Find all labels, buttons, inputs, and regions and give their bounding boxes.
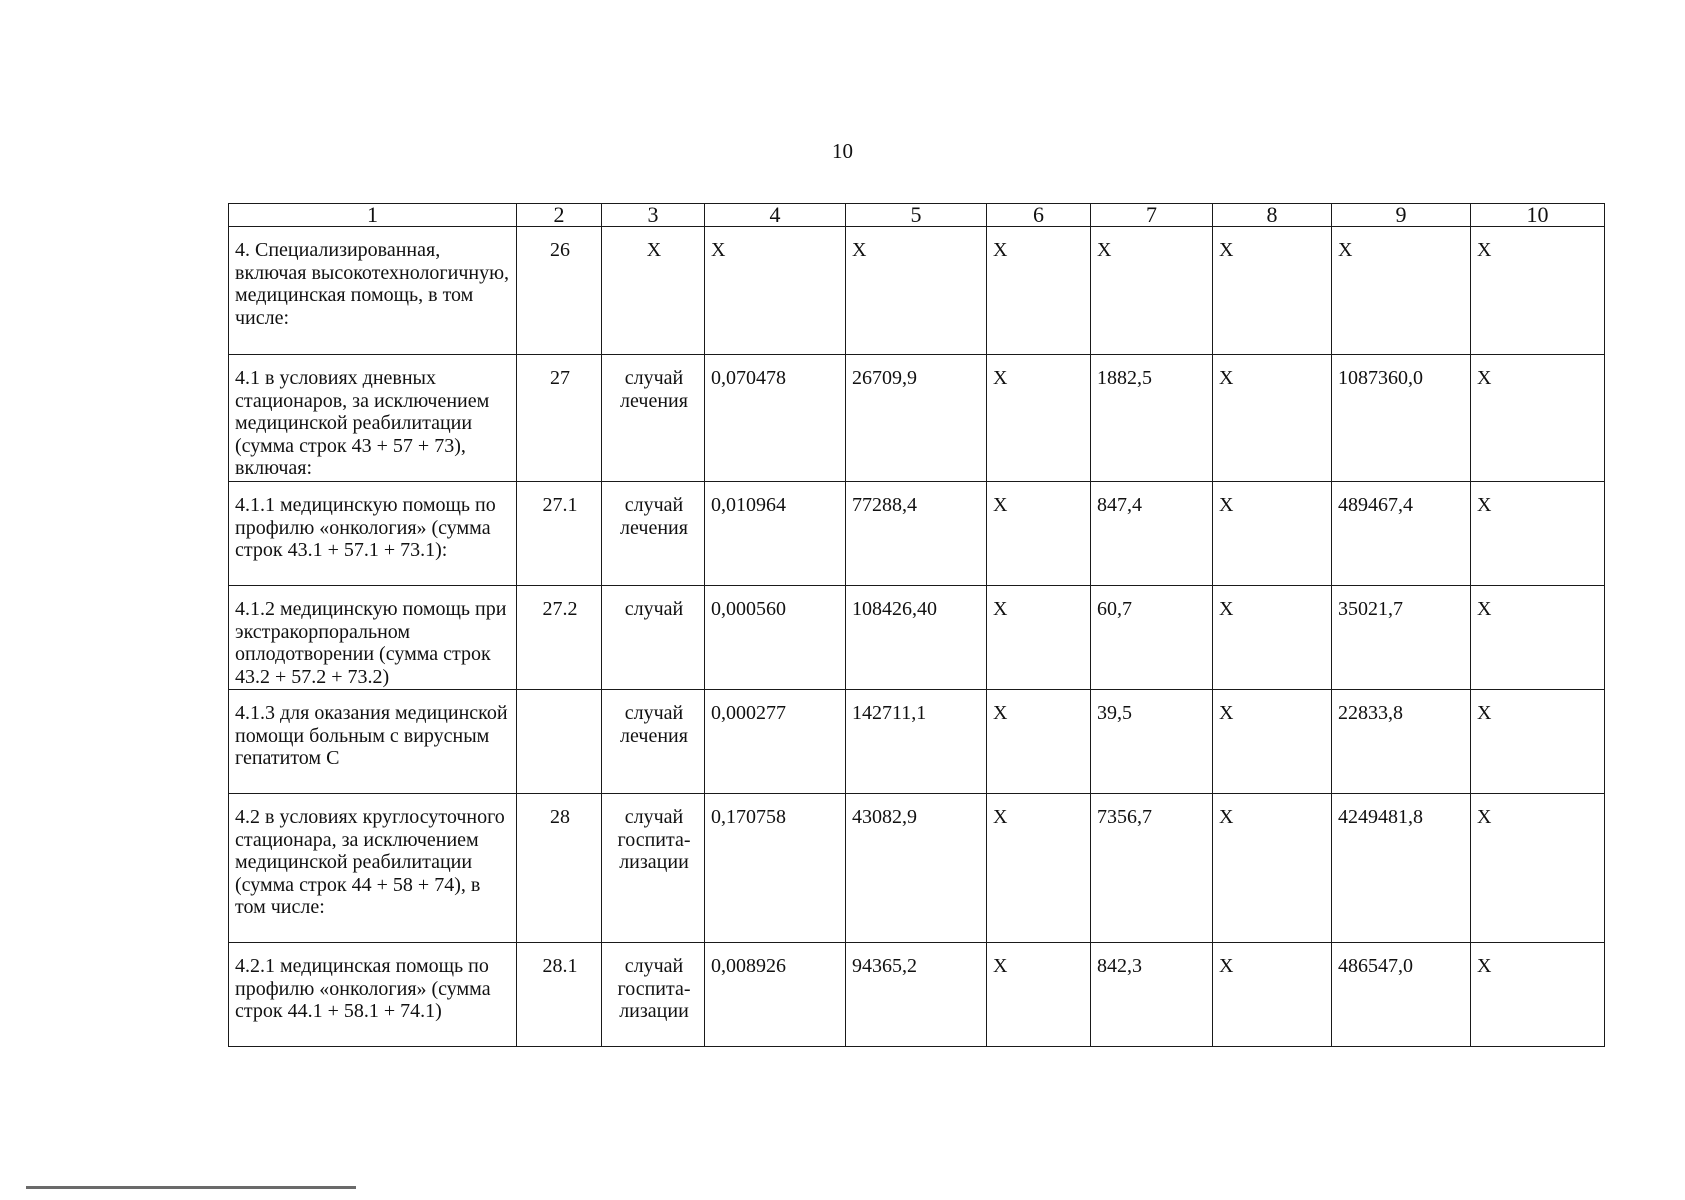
cell-col6: Х xyxy=(987,943,1091,1047)
column-number-5: 5 xyxy=(846,204,987,227)
cell-col9: 35021,7 xyxy=(1332,586,1471,690)
column-number-2: 2 xyxy=(517,204,602,227)
cell-col5: Х xyxy=(846,227,987,355)
row-unit: случай лечения xyxy=(602,690,705,794)
page-number: 10 xyxy=(832,139,853,163)
column-number-10: 10 xyxy=(1471,204,1605,227)
cell-col6: Х xyxy=(987,227,1091,355)
row-name: 4.2.1 медицинская помощь по профилю «онкология» (сумма строк 44.1 + 58.1 + 74.1) xyxy=(229,943,517,1047)
column-number-7: 7 xyxy=(1091,204,1213,227)
cell-col5: 94365,2 xyxy=(846,943,987,1047)
row-name: 4. Специализированная, включая высокотехнологичную, медицинская помощь, в том числе: xyxy=(229,227,517,355)
cell-col7: 847,4 xyxy=(1091,482,1213,586)
column-number-3: 3 xyxy=(602,204,705,227)
cell-col10: Х xyxy=(1471,690,1605,794)
footer-rule xyxy=(26,1186,356,1189)
table-row xyxy=(229,355,1605,482)
cell-col10: Х xyxy=(1471,794,1605,943)
cell-col8: Х xyxy=(1213,482,1332,586)
table-row xyxy=(229,586,1605,690)
row-unit: случай лечения xyxy=(602,482,705,586)
cell-col7: 39,5 xyxy=(1091,690,1213,794)
cell-col10: Х xyxy=(1471,586,1605,690)
table-row xyxy=(229,690,1605,794)
cell-col5: 142711,1 xyxy=(846,690,987,794)
cell-col6: Х xyxy=(987,586,1091,690)
column-number-1: 1 xyxy=(229,204,517,227)
cell-col8: Х xyxy=(1213,943,1332,1047)
cell-col6: Х xyxy=(987,355,1091,482)
table-row xyxy=(229,794,1605,943)
row-unit: случай xyxy=(602,586,705,690)
cell-col5: 77288,4 xyxy=(846,482,987,586)
row-code: 28 xyxy=(517,794,602,943)
row-code: 27.1 xyxy=(517,482,602,586)
cell-col6: Х xyxy=(987,482,1091,586)
column-number-row xyxy=(229,204,1605,227)
row-code: 27.2 xyxy=(517,586,602,690)
cell-col10: Х xyxy=(1471,943,1605,1047)
cell-col8: Х xyxy=(1213,586,1332,690)
data-table xyxy=(228,203,1605,1047)
cell-col7: 7356,7 xyxy=(1091,794,1213,943)
row-code: 28.1 xyxy=(517,943,602,1047)
cell-col10: Х xyxy=(1471,482,1605,586)
cell-col10: Х xyxy=(1471,227,1605,355)
column-number-8: 8 xyxy=(1213,204,1332,227)
cell-col4: 0,008926 xyxy=(705,943,846,1047)
table-row xyxy=(229,227,1605,355)
row-unit: случай госпита-лизации xyxy=(602,794,705,943)
cell-col9: 489467,4 xyxy=(1332,482,1471,586)
row-name: 4.1 в условиях дневных стационаров, за исключением медицинской реабилитации (сумма строк 43 + 57 + 73), включая: xyxy=(229,355,517,482)
column-number-4: 4 xyxy=(705,204,846,227)
cell-col7: 1882,5 xyxy=(1091,355,1213,482)
cell-col4: 0,010964 xyxy=(705,482,846,586)
row-name: 4.1.1 медицинскую помощь по профилю «онкология» (сумма строк 43.1 + 57.1 + 73.1): xyxy=(229,482,517,586)
cell-col9: 486547,0 xyxy=(1332,943,1471,1047)
table-row xyxy=(229,943,1605,1047)
cell-col4: 0,000560 xyxy=(705,586,846,690)
cell-col4: Х xyxy=(705,227,846,355)
cell-col6: Х xyxy=(987,794,1091,943)
row-name: 4.1.2 медицинскую помощь при экстракорпоральном оплодотворении (сумма строк 43.2 + 57.2 + 73.2) xyxy=(229,586,517,690)
cell-col7: 842,3 xyxy=(1091,943,1213,1047)
cell-col9: Х xyxy=(1332,227,1471,355)
row-unit: Х xyxy=(602,227,705,355)
cell-col9: 22833,8 xyxy=(1332,690,1471,794)
cell-col7: 60,7 xyxy=(1091,586,1213,690)
cell-col4: 0,000277 xyxy=(705,690,846,794)
row-code: 27 xyxy=(517,355,602,482)
cell-col6: Х xyxy=(987,690,1091,794)
cell-col4: 0,070478 xyxy=(705,355,846,482)
cell-col8: Х xyxy=(1213,227,1332,355)
cell-col8: Х xyxy=(1213,355,1332,482)
row-unit: случай госпита-лизации xyxy=(602,943,705,1047)
column-number-6: 6 xyxy=(987,204,1091,227)
cell-col5: 26709,9 xyxy=(846,355,987,482)
row-unit: случай лечения xyxy=(602,355,705,482)
column-number-9: 9 xyxy=(1332,204,1471,227)
cell-col7: Х xyxy=(1091,227,1213,355)
cell-col5: 108426,40 xyxy=(846,586,987,690)
cell-col4: 0,170758 xyxy=(705,794,846,943)
row-name: 4.1.3 для оказания медицинской помощи больным с вирусным гепатитом С xyxy=(229,690,517,794)
table-row xyxy=(229,482,1605,586)
row-name: 4.2 в условиях круглосуточного стационара, за исключением медицинской реабилитации (сумма строк 44 + 58 + 74), в том числе: xyxy=(229,794,517,943)
cell-col9: 1087360,0 xyxy=(1332,355,1471,482)
cell-col9: 4249481,8 xyxy=(1332,794,1471,943)
row-code xyxy=(517,690,602,794)
cell-col10: Х xyxy=(1471,355,1605,482)
cell-col8: Х xyxy=(1213,794,1332,943)
row-code: 26 xyxy=(517,227,602,355)
cell-col5: 43082,9 xyxy=(846,794,987,943)
cell-col8: Х xyxy=(1213,690,1332,794)
